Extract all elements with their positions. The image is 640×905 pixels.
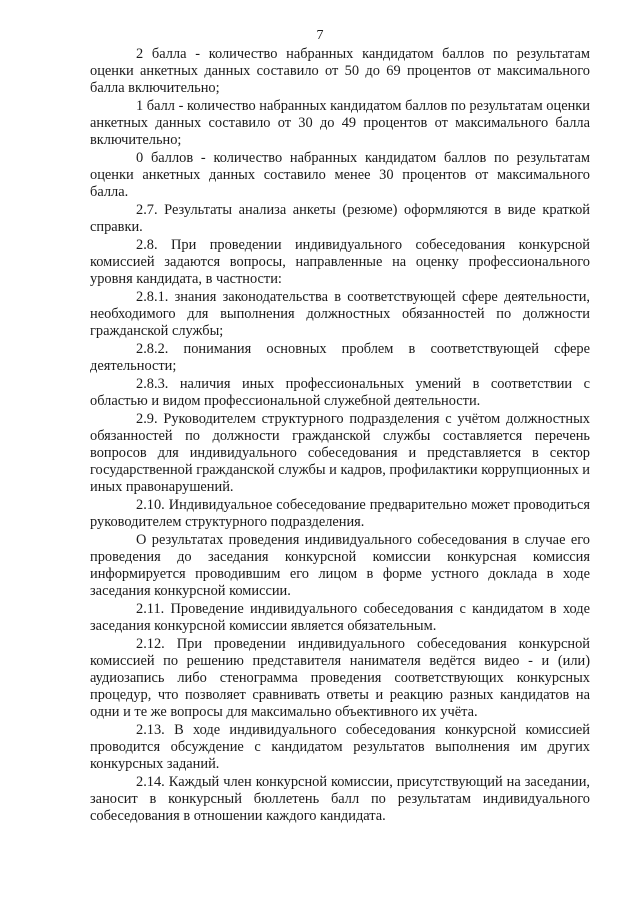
document-body <box>90 46 590 826</box>
paragraph-score-0: 0 баллов - количество набранных кандидатом баллов по результатам оценки анкетных данных составило менее 30 процентов от максимального балла. <box>90 150 590 200</box>
paragraph-2-8: 2.8. При проведении индивидуального собеседования конкурсной комиссией задаются вопросы, направленные на оценку профессионального уровня кандидата, в частности: <box>90 237 590 287</box>
paragraph-2-10: 2.10. Индивидуальное собеседование предварительно может проводиться руководителем структурного подразделения. <box>90 497 590 531</box>
paragraph-2-14: 2.14. Каждый член конкурсной комиссии, присутствующий на заседании, заносит в конкурсный бюллетень балл по результатам индивидуального собеседования в отношении каждого кандидата. <box>90 774 590 825</box>
paragraph-2-12: 2.12. При проведении индивидуального собеседования конкурсной комиссией по решению представителя нанимателя ведётся видео - и (или) аудиозапись либо стенограмма проведения соответствующих конкурсных процедур, что позволяет сравнивать ответы и реакцию разных кандидатов на одни и те же вопросы для максимально объективного их учёта. <box>90 636 590 720</box>
paragraph-2-7: 2.7. Результаты анализа анкеты (резюме) оформляются в виде краткой справки. <box>90 202 590 235</box>
paragraph-score-2: 2 балла - количество набранных кандидатом баллов по результатам оценки анкетных данных составило от 50 до 69 процентов от максимального балла включительно; <box>90 46 590 96</box>
page-number: 7 <box>316 28 324 43</box>
paragraph-2-9: 2.9. Руководителем структурного подразделения с учётом должностных обязанностей по должности гражданской службы составляется перечень вопросов для индивидуального собеседования и представляется в сектор государственной гражданской службы и кадров, профилактики коррупционных и иных правонарушений. <box>90 411 590 496</box>
paragraph-2-13: 2.13. В ходе индивидуального собеседования конкурсной комиссией проводится обсуждение с кандидатом результатов выполнения им других конкурсных заданий. <box>90 722 590 773</box>
paragraph-2-8-3: 2.8.3. наличия иных профессиональных умений в соответствии с областью и видом профессиональной служебной деятельности. <box>90 376 590 410</box>
paragraph-2-11: 2.11. Проведение индивидуального собеседования с кандидатом в ходе заседания конкурсной комиссии является обязательным. <box>90 601 590 635</box>
paragraph-2-8-2: 2.8.2. понимания основных проблем в соответствующей сфере деятельности; <box>90 341 590 375</box>
paragraph-2-8-1: 2.8.1. знания законодательства в соответствующей сфере деятельности, необходимого для выполнения должностных обязанностей по должности гражданской службы; <box>90 289 590 339</box>
paragraph-score-1: 1 балл - количество набранных кандидатом баллов по результатам оценки анкетных данных составило от 30 до 49 процентов от максимального балла включительно; <box>90 98 590 148</box>
paragraph-interview-results: О результатах проведения индивидуального собеседования в случае его проведения до заседания конкурсной комиссии конкурсная комиссия информируется проводившим его лицом в форме устного доклада в ходе заседания конкурсной комиссии. <box>90 532 590 600</box>
